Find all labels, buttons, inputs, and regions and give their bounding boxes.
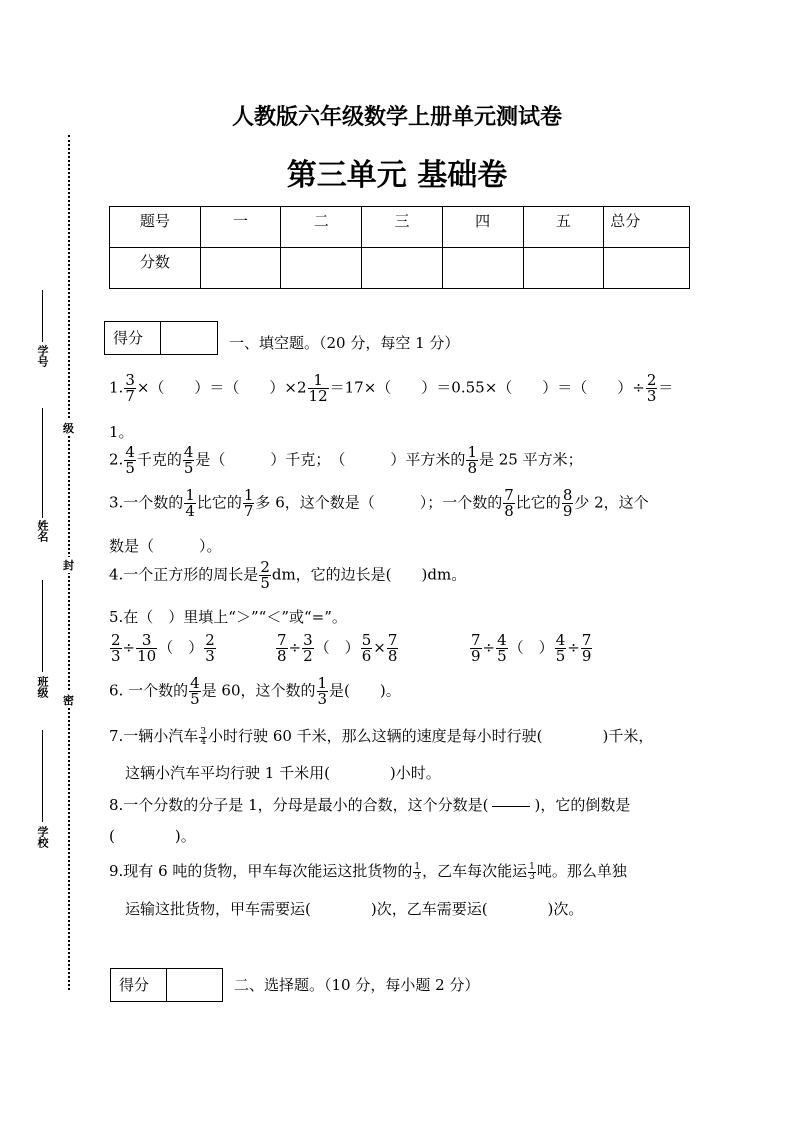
section1-score-label: 得分 xyxy=(105,322,161,354)
school-label: 学校 xyxy=(36,826,49,848)
question-9-line-1: 9.现有 6 吨的货物，甲车每次能运这批货物的 $\frac{1}{3}$ ，乙车每次能运 $\frac{1}{3}$ 吨。那么单独 xyxy=(109,861,627,882)
fraction: $\frac{7}{9}$ xyxy=(581,631,592,665)
score-input-cell[interactable] xyxy=(523,248,604,289)
fraction: $\frac{3}{10}$ xyxy=(137,631,157,665)
fraction: $\frac{4}{5}$ xyxy=(497,631,507,665)
score-table-cell: 题号 xyxy=(110,207,201,248)
fraction: $\frac{3}{2}$ xyxy=(303,631,313,665)
name-label: 姓名 xyxy=(36,520,49,542)
fraction: $\frac{1}{8}$ xyxy=(467,443,477,477)
student-id-line xyxy=(42,290,43,342)
fraction: $\frac{1}{4}$ xyxy=(185,486,195,520)
question-3-line-1: 3.一个数的 $\frac{1}{4}$ 比它的 $\frac{1}{7}$ 多 6，这个数是（ ）；一个数的 $\frac{7}{8}$ 比它的 $\frac{8}{9}$ 少 2，这个 xyxy=(109,486,649,520)
name-line xyxy=(42,408,43,518)
question-8-line-1: 8.一个分数的分子是 1，分母是最小的合数，这个分数是( )，它的倒数是 xyxy=(109,796,631,814)
fraction: $\frac{4}{5}$ xyxy=(183,443,194,477)
section2-heading: 二、选择题。（10 分，每小题 2 分） xyxy=(234,976,480,994)
question-9-line-2: 运输这批货物，甲车需要运( )次，乙车需要运( )次。 xyxy=(125,900,584,918)
class-label: 班级 xyxy=(36,676,49,698)
fraction: $\frac{1}{3}$ xyxy=(529,861,535,882)
score-table-cell: 总分 xyxy=(604,207,690,248)
score-input-cell[interactable] xyxy=(604,248,690,289)
question-7-line-2: 这辆小汽车平均行驶 1 千米用( )小时。 xyxy=(125,764,441,782)
score-table-cell: 一 xyxy=(200,207,281,248)
fraction: $\frac{7}{8}$ xyxy=(277,631,287,665)
fraction: $\frac{4}{5}$ xyxy=(125,443,135,477)
score-table-score-row xyxy=(110,248,690,289)
question-8-line-2: ( )。 xyxy=(109,827,196,845)
fraction: $\frac{3}{7}$ xyxy=(125,371,135,405)
question-6: 6. 一个数的 $\frac{4}{5}$ 是 60，这个数的 $\frac{1}{3}$ 是( )。 xyxy=(109,674,401,708)
question-7-line-1: 7.一辆小汽车 $\frac{3}{4}$ 小时行驶 60 千米，那么这辆的速度是每小时行驶( )千米， xyxy=(109,726,654,747)
fraction: $\frac{1}{7}$ xyxy=(243,486,254,520)
score-input-cell[interactable] xyxy=(362,248,443,289)
score-table xyxy=(109,206,690,289)
score-table-cell: 二 xyxy=(281,207,362,248)
score-table-cell: 三 xyxy=(362,207,443,248)
fraction: $\frac{2}{5}$ xyxy=(260,558,270,592)
fraction: $\frac{1}{12}$ xyxy=(308,371,328,405)
question-1-line-1: 1. $\frac{3}{7}$ ×（ ）＝（ ）×2 $\frac{1}{12}$ ＝17×（ ）＝0.55×（ ）＝（ ）÷ $\frac{2}{3}$ ＝ xyxy=(109,371,674,405)
fraction: $\frac{4}{5}$ xyxy=(190,674,200,708)
score-table-cell: 分数 xyxy=(110,248,201,289)
section2-score-box xyxy=(110,968,223,1002)
question-1-line-2: 1。 xyxy=(109,423,134,441)
exam-title: 人教版六年级数学上册单元测试卷 xyxy=(231,104,562,130)
school-line xyxy=(42,730,43,822)
question-5-expression-2: $\frac{7}{8}$ ÷ $\frac{3}{2}$ （ ） $\frac{5}{6}$ × $\frac{7}{8}$ xyxy=(277,631,398,665)
fraction: $\frac{1}{3}$ xyxy=(414,861,421,882)
seal-char-feng: 封 xyxy=(63,559,74,572)
question-5-expression-1: $\frac{2}{3}$ ÷ $\frac{3}{10}$ （ ） $\frac{2}{3}$ xyxy=(111,631,215,665)
question-5-expression-3: $\frac{7}{9}$ ÷ $\frac{4}{5}$ （ ） $\frac{4}{5}$ ÷ $\frac{7}{9}$ xyxy=(471,631,592,665)
question-2: 2. $\frac{4}{5}$ 千克的 $\frac{4}{5}$ 是（ ）千克； （ ）平方米的 $\frac{1}{8}$ 是 25 平方米； xyxy=(109,443,583,477)
answer-blank[interactable] xyxy=(492,806,530,807)
fraction: $\frac{2}{3}$ xyxy=(646,371,657,405)
section1-heading: 一、填空题。（20 分，每空 1 分） xyxy=(229,334,460,352)
fraction: $\frac{2}{3}$ xyxy=(111,631,121,665)
class-line xyxy=(42,580,43,672)
question-4: 4.一个正方形的周长是 $\frac{2}{5}$ dm，它的边长是( )dm。 xyxy=(109,558,467,592)
student-id-label: 学号 xyxy=(36,345,49,367)
fraction: $\frac{7}{8}$ xyxy=(387,631,398,665)
score-table-header-row xyxy=(110,207,690,248)
fraction: $\frac{7}{9}$ xyxy=(471,631,481,665)
score-table-cell: 四 xyxy=(442,207,523,248)
fraction: $\frac{4}{5}$ xyxy=(555,631,566,665)
section2-score-label: 得分 xyxy=(111,969,167,1001)
seal-char-mi: 密 xyxy=(63,694,74,707)
score-input-cell[interactable] xyxy=(442,248,523,289)
seal-char-ji: 级 xyxy=(63,422,74,435)
question-5: 5.在（ ）里填上“＞”“＜”或“=”。 xyxy=(109,608,347,626)
question-3-line-2: 数是（ ）。 xyxy=(109,537,222,555)
score-input-cell[interactable] xyxy=(281,248,362,289)
fraction: $\frac{8}{9}$ xyxy=(562,486,573,520)
exam-subtitle: 第三单元 基础卷 xyxy=(286,158,508,193)
fraction: $\frac{3}{4}$ xyxy=(200,726,207,747)
fraction: $\frac{7}{8}$ xyxy=(504,486,514,520)
score-input-cell[interactable] xyxy=(200,248,281,289)
fraction: $\frac{2}{3}$ xyxy=(205,631,215,665)
section1-score-box xyxy=(104,321,218,355)
fraction: $\frac{5}{6}$ xyxy=(361,631,372,665)
fraction: $\frac{1}{3}$ xyxy=(317,674,328,708)
score-table-cell: 五 xyxy=(523,207,604,248)
